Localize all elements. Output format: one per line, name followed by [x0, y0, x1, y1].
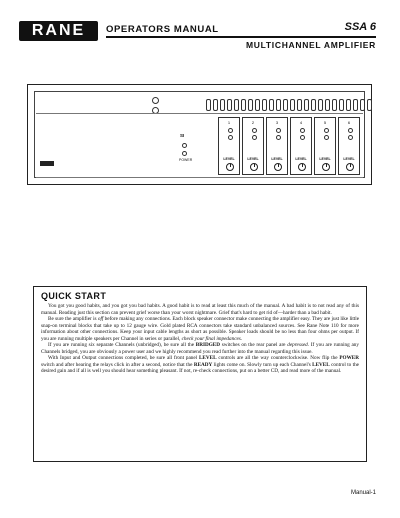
vent-slot: [269, 99, 274, 111]
indicator-lamp-icon: [324, 128, 329, 133]
level-knob-icon: [298, 163, 306, 171]
vent-slots: [206, 99, 372, 111]
level-label: LEVEL: [223, 157, 235, 161]
model-name: SSA 6: [344, 21, 376, 33]
vent-slot: [241, 99, 246, 111]
vent-slot: [213, 99, 218, 111]
vent-slot: [353, 99, 358, 111]
channel-number: 3: [275, 120, 279, 125]
indicator-lamp-icon: [348, 128, 353, 133]
power-label: POWER: [179, 158, 193, 162]
vent-slot: [234, 99, 239, 111]
level-label: LEVEL: [319, 157, 331, 161]
indicator-lamp-icon: [276, 128, 281, 133]
amplifier-front-panel-illustration: [27, 84, 372, 185]
manual-title: OPERATORS MANUAL: [106, 24, 219, 35]
paragraph-1: You got you good habits, and you got you bad habits. A good habit is to read at least this much of the manual. A bad habit is to not read any of this manual. Reading just this section can prevent grief worse than your worst nightmare. Grief that's hard to get rid of—harder than a bad habit.: [41, 303, 359, 316]
level-label: LEVEL: [343, 157, 355, 161]
paragraph-4: With Input and Output connections completed, be sure all front panel LEVEL controls are all the way counterclockwise. Now flip the POWER switch and after hearing the relays click in after a second, notice that the READY lights come on. Slowly turn up each Channel's LEVEL control to the desired gain and if all is well you should hear something pleasant. If not, re-check connections, put on a better CD, and read more of the manual.: [41, 355, 359, 375]
indicator-lamp-icon: [252, 135, 257, 140]
channel-module: [266, 117, 288, 175]
vent-slot: [255, 99, 260, 111]
channel-number: 5: [323, 120, 327, 125]
vent-slot: [276, 99, 281, 111]
quick-start-box: [33, 286, 367, 462]
panel-divider: [36, 113, 363, 114]
vent-slot: [290, 99, 295, 111]
vent-slot: [248, 99, 253, 111]
vent-slot: [220, 99, 225, 111]
level-knob-icon: [250, 163, 258, 171]
indicator-lamp-icon: [324, 135, 329, 140]
vent-slot: [367, 99, 372, 111]
indicator-lamp-icon: [182, 151, 187, 156]
vent-slot: [304, 99, 309, 111]
channel-module: [338, 117, 360, 175]
level-label: LEVEL: [247, 157, 259, 161]
indicator-lamp-icon: [348, 135, 353, 140]
level-knob-icon: [226, 163, 234, 171]
vent-slot: [339, 99, 344, 111]
channel-module: [314, 117, 336, 175]
channel-module: [242, 117, 264, 175]
power-switch-icon: [40, 161, 54, 166]
indicator-lamp-icon: [228, 128, 233, 133]
vent-slot: [262, 99, 267, 111]
channel-number: 2: [251, 120, 255, 125]
level-knob-icon: [274, 163, 282, 171]
vent-slot: [206, 99, 211, 111]
channel-module: [218, 117, 240, 175]
indicator-lamp-icon: [182, 143, 187, 148]
vent-slot: [332, 99, 337, 111]
panel-divider: [36, 177, 363, 178]
indicator-lamp-icon: [276, 135, 281, 140]
channel-module: [290, 117, 312, 175]
level-label: LEVEL: [271, 157, 283, 161]
product-subtitle: MULTICHANNEL AMPLIFIER: [246, 40, 376, 50]
vent-slot: [318, 99, 323, 111]
indicator-lamp-icon: [252, 128, 257, 133]
indicator-lamp-icon: [300, 128, 305, 133]
level-knob-icon: [322, 163, 330, 171]
quick-start-heading: QUICK START: [41, 291, 107, 301]
channel-number: 4: [299, 120, 303, 125]
vent-slot: [227, 99, 232, 111]
vent-slot: [283, 99, 288, 111]
vent-slot: [311, 99, 316, 111]
channel-number: 1: [227, 120, 231, 125]
paragraph-3: If you are running six separate Channels (unbridged), be sure all the BRIDGED switches on the rear panel are depressed. If you are running any Channels bridged, you are obviously a power user and we highly recommend you read further into the manual regarding this issue.: [41, 342, 359, 355]
vent-slot: [325, 99, 330, 111]
paragraph-2: Be sure the amplifier is off before making any connections. Each block speaker connector make connecting the amplifier easy. They are just like little snap-on terminal blocks that take up to 12 gauge wire. Gold plated RCA connectors take standard unbalanced sources. See Rane Note 110 for more information about other connections. Keep your input cable lengths as short as possible. Speaker loads should be no less than four ohms per output. If you are running multiple speakers per Channel in series or parallel, check your final impedances.: [41, 316, 359, 342]
vent-slot: [360, 99, 365, 111]
indicator-lamp-icon: [228, 135, 233, 140]
vent-slot: [297, 99, 302, 111]
rane-logo: RANE: [19, 21, 98, 41]
rack-screw-icon: [152, 97, 159, 104]
channel-number: 6: [347, 120, 351, 125]
header-rule: [106, 36, 376, 38]
vent-slot: [346, 99, 351, 111]
page-number: Manual-1: [350, 490, 376, 496]
level-label: LEVEL: [295, 157, 307, 161]
si-label: SI: [180, 133, 185, 138]
level-knob-icon: [346, 163, 354, 171]
indicator-lamp-icon: [300, 135, 305, 140]
